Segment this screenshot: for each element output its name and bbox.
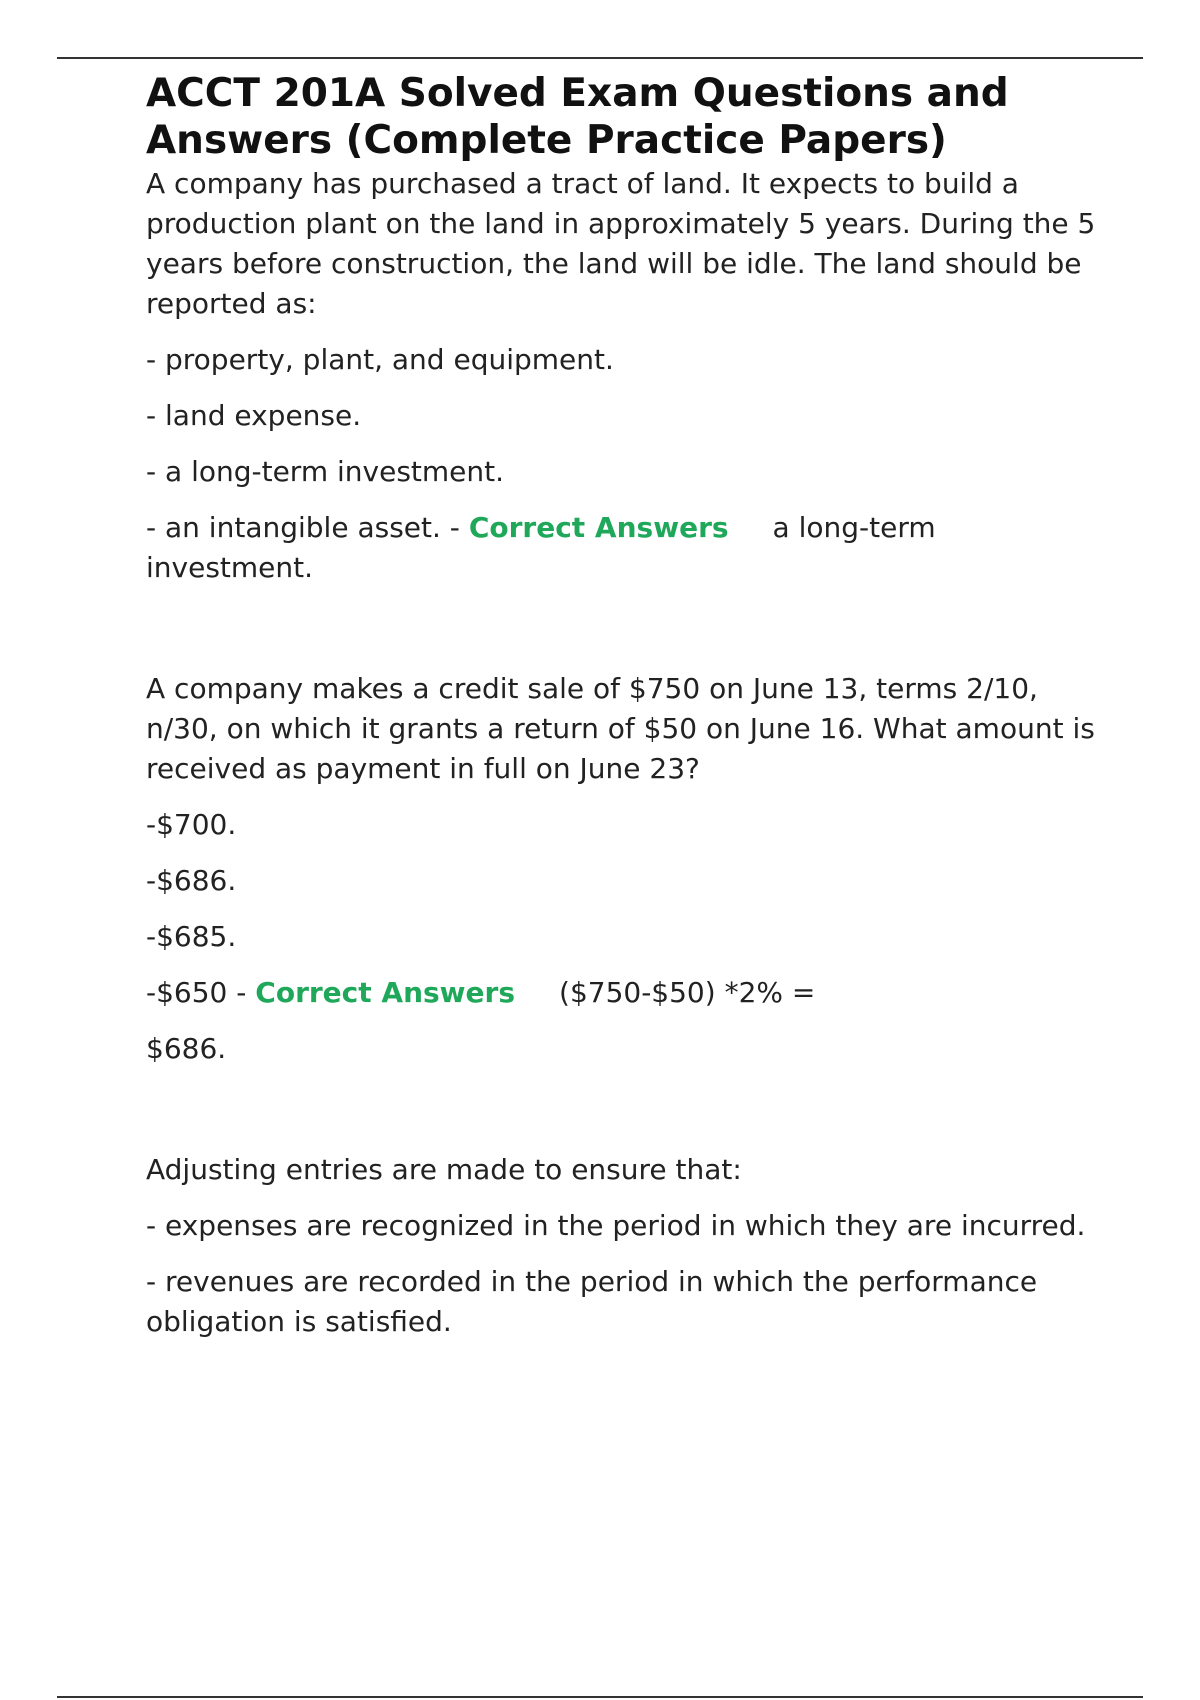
answer-option: - expenses are recognized in the period in which they are incurred. — [146, 1209, 1086, 1242]
correct-answer-text: a long-term investment. — [146, 511, 936, 584]
top-rule — [57, 57, 1143, 59]
question-block-2 — [146, 669, 1096, 1069]
correct-answer-continuation: $686. — [146, 1032, 227, 1065]
bottom-rule — [57, 1696, 1143, 1698]
answer-option-with-answer — [146, 508, 1096, 588]
question-block-1 — [146, 164, 1096, 588]
answer-option: - property, plant, and equipment. — [146, 343, 614, 376]
answer-option: - revenues are recorded in the period in which the performance obligation is satisfied. — [146, 1265, 1038, 1338]
question-text: A company makes a credit sale of $750 on June 13, terms 2/10, n/30, on which it grants a return of $50 on June 16. What amount is received as payment in full on June 23? — [146, 672, 1095, 785]
answer-option: -$650 - — [146, 976, 247, 1009]
answer-option-with-answer — [146, 973, 1096, 1013]
correct-answers-label: Correct Answers — [468, 511, 729, 544]
question-text: A company has purchased a tract of land. It expects to build a production plant on the land in approximately 5 years. During the 5 years before construction, the land will be idle. The land should be reported as: — [146, 167, 1096, 320]
answer-option: - land expense. — [146, 399, 362, 432]
answer-option: -$685. — [146, 920, 237, 953]
question-block-3 — [146, 1150, 1096, 1342]
answer-option: - a long-term investment. — [146, 455, 505, 488]
document-title: ACCT 201A Solved Exam Questions and Answers (Complete Practice Papers) — [146, 71, 1009, 163]
correct-answers-label: Correct Answers — [255, 976, 516, 1009]
document-body — [146, 70, 1096, 1342]
answer-option: -$700. — [146, 808, 237, 841]
answer-option: -$686. — [146, 864, 237, 897]
answer-option: - an intangible asset. - — [146, 511, 460, 544]
correct-answer-text: ($750-$50) *2% = — [559, 976, 816, 1009]
question-text: Adjusting entries are made to ensure that: — [146, 1153, 742, 1186]
